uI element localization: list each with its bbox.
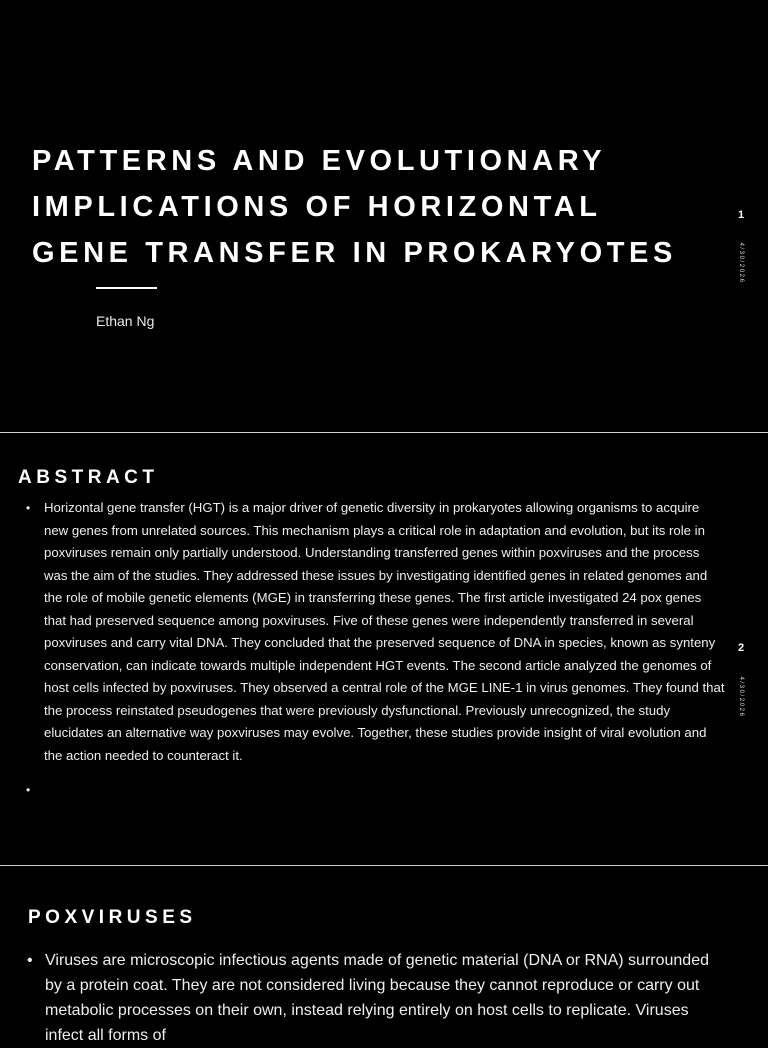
slide-date: [728, 667, 754, 727]
bullet-item: • Horizontal gene transfer (HGT) is a major driver of genetic diversity in prokaryotes allowing organisms to acquire new genes from unrelated sources. This mechanism plays a critical role in adaptation and evolution, but its role in poxviruses remain only partially understood. Understanding transferred genes within poxviruses and the process was the aim of the studies. They addressed these issues by investigating identified genes in related genomes and the role of mobile genetic elements (MGE) in transferring these genes. The first article investigated 24 pox genes that had preserved sequence among poxviruses. Five of these genes were independently transferred in several poxviruses and carry vital DNA. They concluded that the preserved sequence of DNA in species, known as synteny conservation, can indicate towards multiple independent HGT events. The second article analyzed the genomes of host cells infected by poxviruses. They observed a central role of the MGE LINE-1 in virus genomes. They found that the process reinstated pseudogenes that were previously dysfunctional. Previously unrecognized, the study elucidates an alternative way poxviruses may evolve. Together, these studies provide insight of viral evolution and the action needed to counteract it.: [26, 497, 726, 767]
section-title: ABSTRACT: [18, 467, 159, 488]
slide-number: 1: [737, 209, 745, 221]
bullet-list: [27, 948, 727, 1048]
slide-date-text: 4/30/2026: [738, 242, 744, 284]
abstract-slide: [0, 433, 768, 865]
slide-number: 2: [737, 642, 745, 654]
bullet-list: [26, 497, 726, 807]
empty-bullet-item: [26, 779, 726, 807]
title-slide: [0, 0, 768, 432]
bullet-item: • Viruses are microscopic infectious agents made of genetic material (DNA or RNA) surrounded by a protein coat. They are not considered living because they cannot reproduce or carry out metabolic processes on their own, instead relying entirely on host cells to replicate. Viruses infect all forms of: [27, 948, 727, 1048]
poxviruses-slide: [0, 866, 768, 1044]
slide-date: [728, 233, 754, 293]
author-name: Ethan Ng: [96, 313, 155, 329]
section-title: POXVIRUSES: [28, 907, 197, 928]
presentation-title: PATTERNS AND EVOLUTIONARY IMPLICATIONS OF HORIZONTAL GENE TRANSFER IN PROKARYOTES: [32, 145, 677, 269]
title-underline: [96, 287, 157, 289]
slide-date-text: 4/30/2026: [738, 676, 744, 718]
